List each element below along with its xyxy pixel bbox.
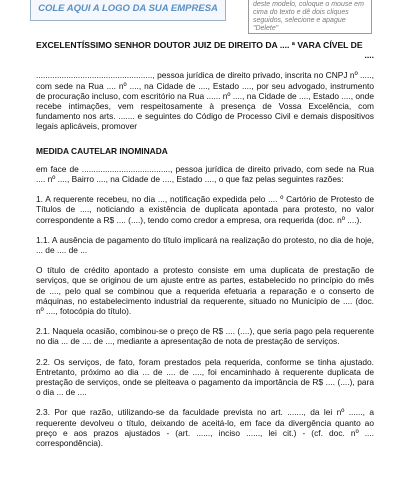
- paragraph-2-1: 2.1. Naquela ocasião, combinou-se o preço de R$ .... (....), que seria pago pela requerente no dia ... de .... de ..., mediante a apresentação de nota de prestação de serviços.: [36, 326, 374, 347]
- paragraph-parties: em face de ......................................, pessoa jurídica de direito privado, com sede na Rua .... nº ...., Bairro ...., na Cidade de ...., Estado ...., o que faz pelas seguintes razões:: [36, 163, 374, 185]
- paragraph-2: O título de crédito apontado a protesto consiste em uma duplicata de prestação de serviços, que se originou de um ajuste entre as partes, estabelecido no princípio do mês de ...., pelo qual se combinou que a requerida efetuaria a reparação e o conserto de máquinas, no estabelecimento industrial da requerente, situado no Município de .... (doc. nº ...., fotocópia do título).: [36, 265, 374, 317]
- paragraph-1: 1. A requerente recebeu, no dia ..., notificação expedida pelo .... º Cartório de Protesto de Títulos de ...., noticiando a existência de duplicata apontada para protesto, no valor correspondente a R$ .... (....), tendo como credor a empresa, ora requerida (doc. nº ....).: [36, 194, 374, 225]
- heading-tail-row: [36, 50, 374, 60]
- paragraph-2-3: 2.3. Por que razão, utilizando-se da faculdade prevista no art. ......., da lei nº ......, a requerente devolveu o título, deixando de aceitá-lo, em face da divergência quanto ao preço e aos prazos ajustados - (art. ......, inciso ......, lei cit.) - (cf. doc. nº .... correspondência).: [36, 407, 374, 449]
- heading-text: EXCELENTÍSSIMO SENHOR DOUTOR JUIZ DE DIREITO DA .... ª VARA CÍVEL DE: [36, 40, 363, 50]
- document-body: [36, 40, 374, 458]
- instruction-note: deste modelo, coloque o mouse em cima do texto e dê dois cliques seguidos, selecione e apague "Delete": [248, 0, 372, 34]
- petition-heading: [36, 40, 374, 60]
- paragraph-2-2: 2.2. Os serviços, de fato, foram prestados pela requerida, conforme se tinha ajustado. Entretanto, próximo ao dia ... de .... de ...., foi encaminhado à requerente duplicata de prestação de serviços, onde se pleiteava o pagamento da importância de R$ .... (....), para o dia ... de ....: [36, 356, 374, 398]
- intro-paragraph: .................................................., pessoa jurídica de direito privado, inscrita no CNPJ nº ....., com sede na Rua .... nº ...., na Cidade de ...., Estado ...., por seu advogado, instrumento de procuração incluso, com escritório na Rua ...... nº ...., na Cidade de ...., Estado ...., onde recebe intimações, vem respeitosamente à presença de Vossa Excelência, com fundamento nos arts. ....... e seguintes do Código de Processo Civil e demais dispositivos legais aplicáveis, promover: [36, 70, 374, 132]
- paragraph-1-1: 1.1. A ausência de pagamento do título implicará na realização do protesto, no dia de hoje, ... de .... de ...: [36, 234, 374, 256]
- logo-placeholder: COLE AQUI A LOGO DA SUA EMPRESA: [30, 0, 226, 21]
- heading-tail: ....: [364, 50, 374, 61]
- document-subtitle: MEDIDA CAUTELAR INOMINADA: [36, 145, 168, 156]
